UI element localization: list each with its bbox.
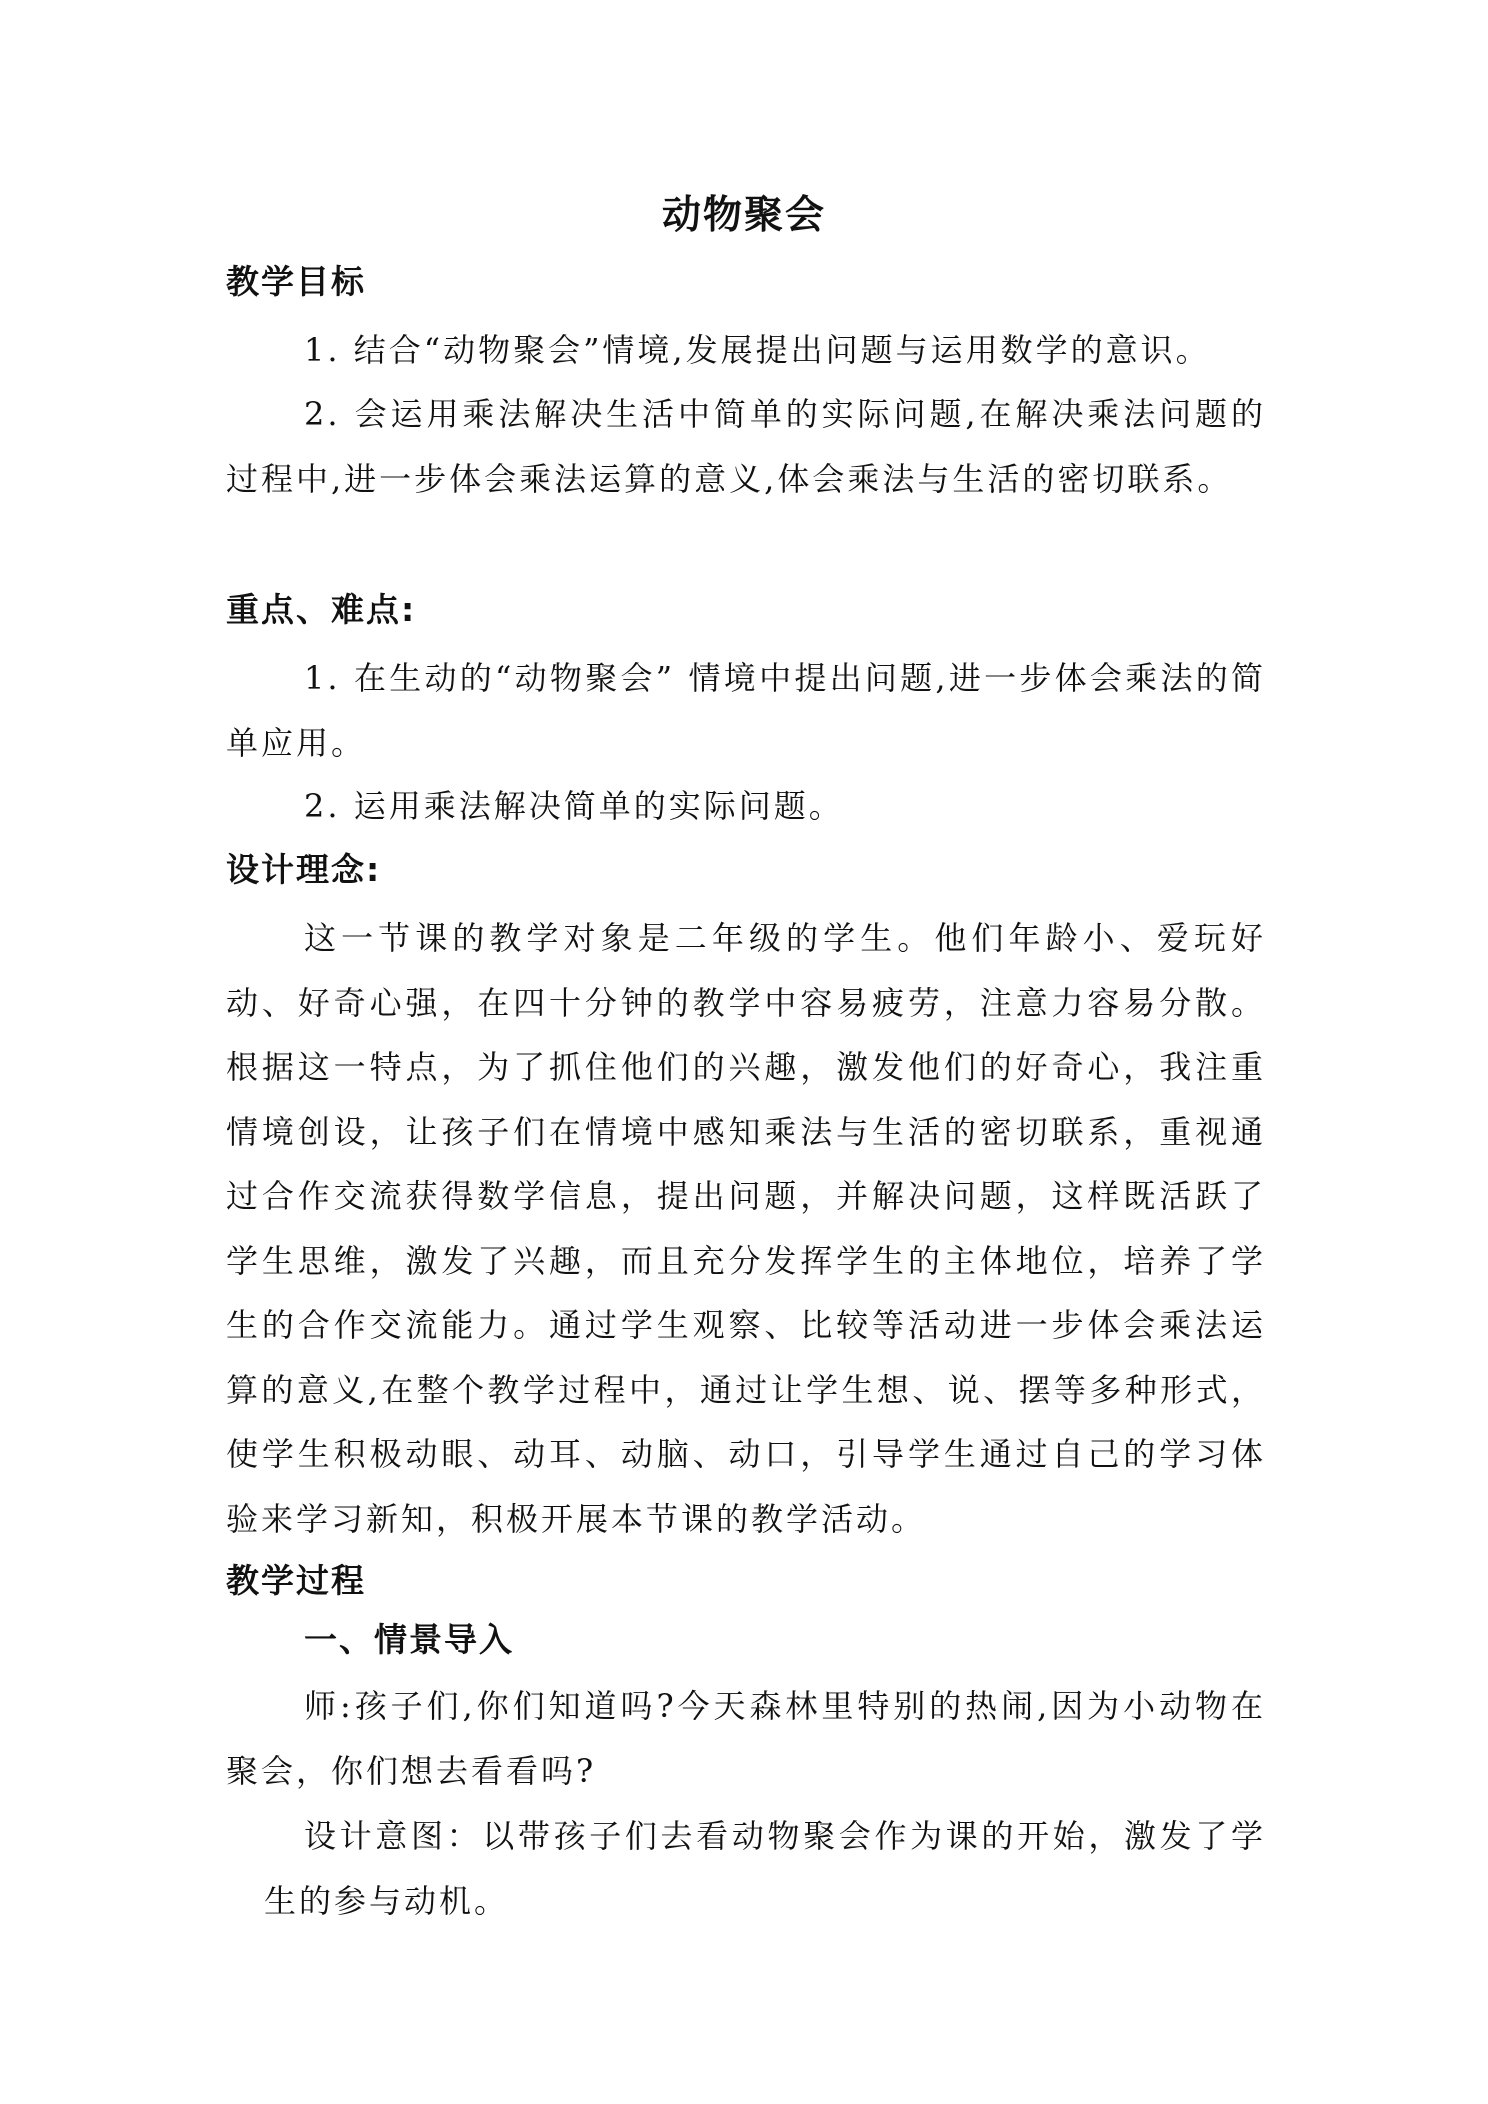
process-step1-teacher: 师:孩子们,你们知道吗?今天森林里特别的热闹,因为小动物在聚会，你们想去看看吗? [226,1687,1266,1790]
section-heading-key-points: 重点、难点: [226,590,417,629]
document-title: 动物聚会 [661,193,826,238]
design-concept-text: 这一节课的教学对象是二年级的学生。他们年龄小、爱玩好动、好奇心强，在四十分钟的教学中容易疲劳，注意力容易分散。根据这一特点，为了抓住他们的兴趣，激发他们的好奇心，我注重情境创设，让孩子们在情境中感知乘法与生活的密切联系，重视通过合作交流获得数学信息，提出问题，并解决问题，这样既活跃了学生思维，激发了兴趣，而且充分发挥学生的主体地位，培养了学生的合作交流能力。通过学生观察、比较等活动进一步体会乘法运算的意义,在整个教学过程中，通过让学生想、说、摆等多种形式，使学生积极动眼、动耳、动脑、动口，引导学生通过自己的学习体验来学习新知，积极开展本节课的教学活动。 [226,919,1266,1538]
section-heading-design-concept: 设计理念: [226,850,382,889]
key-point-item-2: 2. 运用乘法解决简单的实际问题。 [304,787,844,825]
section-heading-process: 教学过程 [226,1561,366,1600]
goal-item-1: 1. 结合“动物聚会”情境,发展提出问题与运用数学的意识。 [304,331,1211,369]
goal-item-2: 2. 会运用乘法解决生活中简单的实际问题,在解决乘法问题的过程中,进一步体会乘法运算的意义,体会乘法与生活的密切联系。 [226,395,1266,498]
process-step1-intent: 设计意图：以带孩子们去看动物聚会作为课的开始，激发了学生的参与动机。 [264,1817,1266,1920]
process-step1-heading: 一、情景导入 [304,1620,514,1659]
key-point-item-1: 1. 在生动的“动物聚会” 情境中提出问题,进一步体会乘法的简单应用。 [226,659,1266,762]
section-heading-goals: 教学目标 [226,262,366,301]
